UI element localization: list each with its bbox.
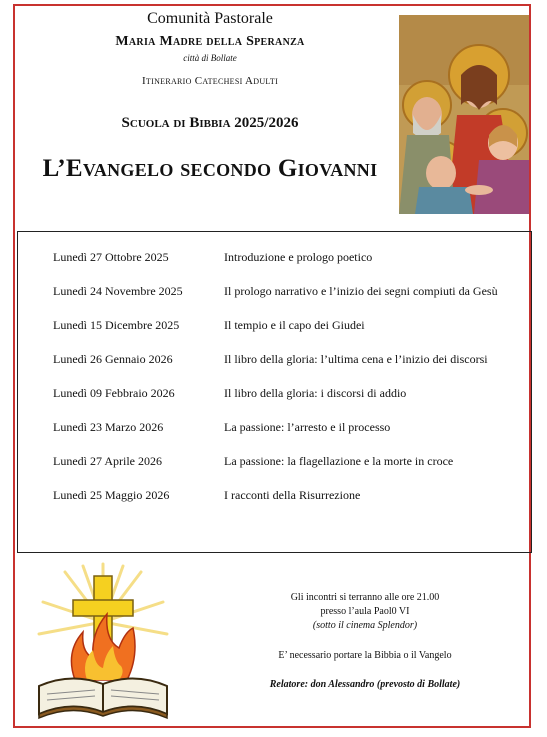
schedule-date: Lunedì 25 Maggio 2026 <box>53 488 170 502</box>
schedule-topic: La passione: la flagellazione e la morte in croce <box>224 454 454 468</box>
schedule-date: Lunedì 27 Aprile 2026 <box>53 454 162 468</box>
schedule-date: Lunedì 27 Ottobre 2025 <box>53 250 169 264</box>
school-label: Scuola di Bibbia 2025/2026 <box>121 115 299 131</box>
schedule-topic: I racconti della Risurrezione <box>224 488 361 502</box>
schedule-date: Lunedì 15 Dicembre 2025 <box>53 318 180 332</box>
schedule-topic: Introduzione e prologo poetico <box>224 250 373 264</box>
community-name: Comunità Pastorale <box>147 10 273 27</box>
schedule-topic: La passione: l’arresto e il processo <box>224 420 391 434</box>
city-name: città di Bollate <box>183 53 237 63</box>
bible-cross-flame-icon <box>35 562 190 720</box>
schedule-topic: Il tempio e il capo dei Giudei <box>224 318 365 332</box>
bring-bible-note: E’ necessario portare la Bibbia o il Vangelo <box>278 650 452 661</box>
schedule-topic: Il prologo narrativo e l’inizio dei segni compiuti da Gesù <box>224 284 498 298</box>
schedule-date: Lunedì 09 Febbraio 2026 <box>53 386 175 400</box>
itinerary-label: Itinerario Catechesi Adulti <box>141 75 279 87</box>
schedule-date: Lunedì 23 Marzo 2026 <box>53 420 164 434</box>
meeting-place-note: (sotto il cinema Splendor) <box>312 620 418 631</box>
page-title: L’Evangelo secondo Giovanni <box>42 155 378 182</box>
schedule-topic: Il libro della gloria: l’ultima cena e l’inizio dei discorsi <box>224 352 488 366</box>
last-supper-painting <box>399 15 529 214</box>
meeting-place: presso l’aula Paol0 VI <box>320 606 410 617</box>
schedule-topic: Il libro della gloria: i discorsi di addio <box>224 386 407 400</box>
meeting-time: Gli incontri si terranno alle ore 21.00 <box>290 592 440 603</box>
parish-name: Maria Madre della Speranza <box>115 34 305 49</box>
speaker-line: Relatore: don Alessandro (prevosto di Bollate) <box>269 679 461 690</box>
schedule-date: Lunedì 26 Gennaio 2026 <box>53 352 173 366</box>
schedule-table <box>17 231 532 553</box>
schedule-date: Lunedì 24 Novembre 2025 <box>53 284 183 298</box>
